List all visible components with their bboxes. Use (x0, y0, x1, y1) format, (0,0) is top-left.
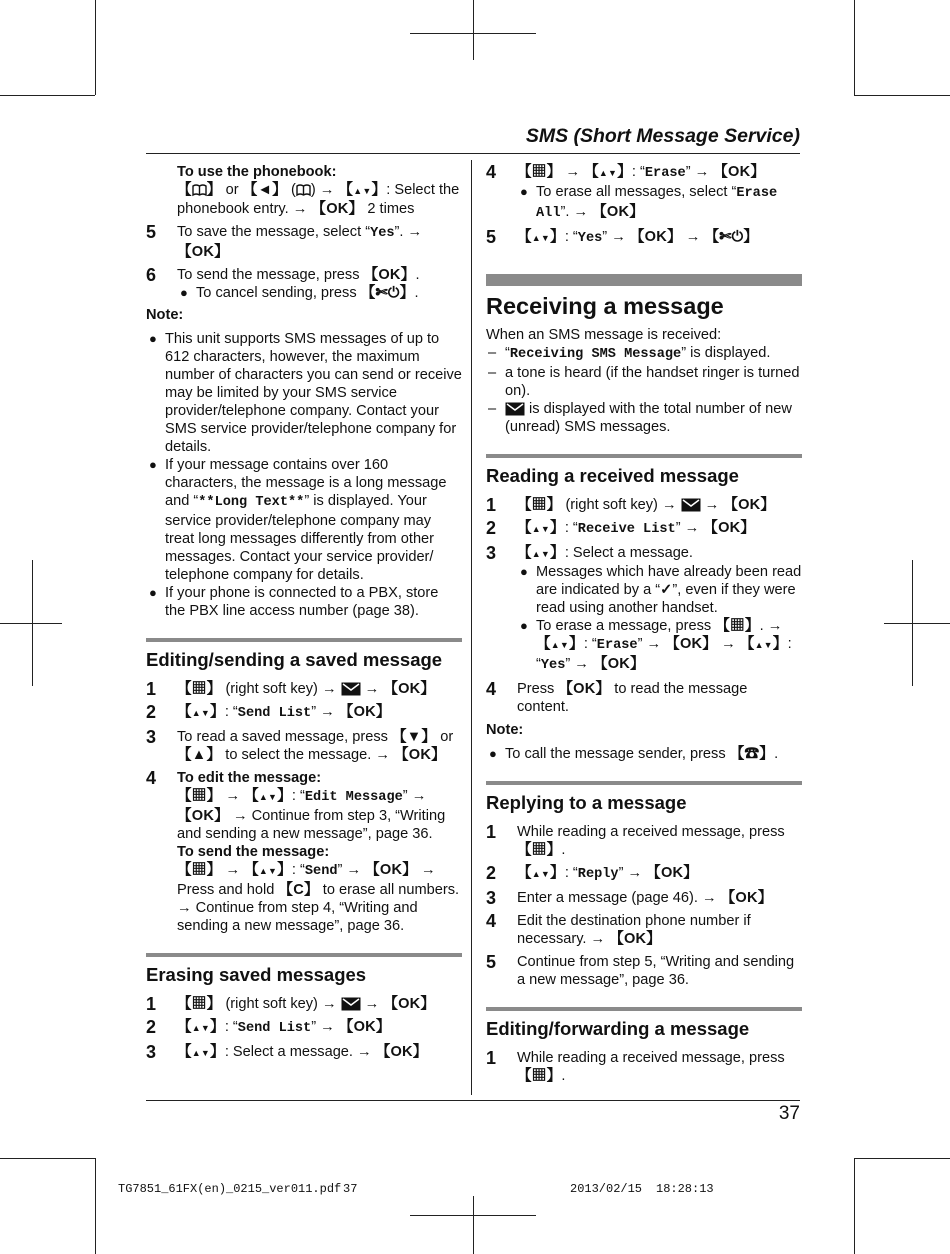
bullet-item: ● To erase all messages, select “Erase All”. → 【OK】 (520, 184, 778, 221)
crop-mark (0, 1158, 95, 1159)
right-column (486, 163, 802, 1090)
ok-key: 【OK】 (338, 704, 391, 720)
ok-key: 【OK】 (394, 747, 446, 763)
updown-key: 【▲▼】 (177, 1019, 225, 1035)
ok-key: 【OK】 (383, 681, 436, 697)
step-2: 2 【▲▼】: “Receive List” → 【OK】 (486, 518, 756, 538)
updown-key: 【▲▼】 (584, 164, 632, 180)
footer-date: 2013/02/15 (570, 1182, 643, 1196)
crop-mark (912, 560, 913, 686)
phone-icon: ☎ (744, 746, 760, 762)
menu-key: 【▦】 (517, 1068, 562, 1084)
updown-key: 【▲▼】 (517, 520, 565, 536)
section-bar (486, 274, 802, 286)
menu-key: 【▦】 (517, 164, 562, 180)
menu-key: 【▦】 (177, 996, 222, 1012)
off-icon: ✄⏻ (375, 285, 400, 301)
step-2: 2 【▲▼】: “Reply” → 【OK】 (486, 863, 699, 883)
phonebook-heading: To use the phonebook: (177, 164, 337, 180)
note-label: Note: (146, 307, 184, 323)
section-title-reading: Reading a received message (486, 465, 739, 486)
section-bar (486, 781, 802, 785)
updown-key: 【▲▼】 (739, 636, 788, 652)
ok-key: 【OK】 (665, 636, 718, 652)
updown-key: 【▲▼】 (177, 704, 225, 720)
phonebook-instructions: To use the phonebook: 【 】 or 【◄】 ( ) → 【▲▼】: Select the phonebook entry. → 【OK】 2 times (146, 163, 462, 218)
dash-item: – is displayed with the total number of new (unread) SMS messages. (488, 401, 792, 435)
step-5: 5 Continue from step 5, “Writing and sending a new message”, page 36. (486, 952, 795, 988)
dash-item: – “Receiving SMS Message” is displayed. (488, 345, 771, 362)
receiving-intro: When an SMS message is received: (486, 327, 722, 343)
crop-mark (854, 1158, 950, 1159)
bullet-item: ● To cancel sending, press 【✄⏻】. (180, 285, 419, 301)
step-4: 4 To edit the message: 【▦】 → 【▲▼】: “Edit Message” → 【OK】 → Continue from step 3, “Writing and sending a new message”, page 36. To send the message: 【▦】 → 【▲▼】: “Send” → 【OK】 → Press and hold 【C】 to erase all numbers. → Continue from step 4, “Writing and sending a new message”, page 36. (146, 768, 460, 934)
step-4: 4 【▦】 → 【▲▼】: “Erase” → 【OK】 ● To erase all messages, select “Erase All”. → 【OK】 (486, 163, 802, 223)
off-key: 【✄⏻】 (360, 285, 415, 301)
note-item: ● If your phone is connected to a PBX, store the PBX line access number (page 38). (149, 585, 439, 619)
step-5: 5 【▲▼】: “Yes” → 【OK】 → 【✄⏻】 (486, 227, 759, 247)
section-bar (146, 638, 462, 642)
bullet-item: ● Messages which have already been read are indicated by a “✓”, even if they were read using another handset. (520, 564, 802, 616)
ok-key: 【OK】 (177, 808, 229, 824)
crop-mark (473, 0, 474, 60)
menu-key: 【▦】 (177, 788, 222, 804)
menu-key: 【▦】 (517, 842, 562, 858)
ok-key: 【OK】 (363, 267, 416, 283)
step-4: 4 Press 【OK】 to read the message content. (486, 679, 748, 715)
note-label: Note: (486, 722, 524, 738)
crop-mark (32, 560, 33, 686)
off-key: 【✄⏻】 (704, 229, 759, 245)
step-6: 6 To send the message, press 【OK】. ● To cancel sending, press 【✄⏻】. (146, 266, 462, 302)
ok-key: 【OK】 (720, 890, 773, 906)
ok-key: 【OK】 (558, 681, 611, 697)
phonebook-icon (296, 184, 311, 197)
phonebook-icon (192, 184, 207, 197)
crop-mark (95, 0, 96, 95)
phonebook-key: 【 】 (177, 182, 222, 198)
menu-key: 【▦】 (177, 681, 222, 697)
crop-mark (410, 33, 536, 34)
updown-key: 【▲▼】 (177, 1044, 225, 1060)
ok-key: 【OK】 (311, 201, 364, 217)
footer-time: 18:28:13 (656, 1182, 714, 1196)
note-item: ● If your message contains over 160 characters, the message is a long message and “**Long Text**” is displayed. Your service provider/telephone company may treat long messages differently from other messages. Contact your service provider/ telephone company for details. (149, 457, 447, 583)
menu-key: 【▦】 (177, 862, 222, 878)
step-4: 4 Edit the destination phone number if necessary. → 【OK】 (486, 911, 751, 947)
footer-rule (146, 1100, 800, 1101)
step-3: 3 Enter a message (page 46). → 【OK】 (486, 888, 773, 908)
ok-key: 【OK】 (609, 931, 662, 947)
crop-mark (95, 1158, 96, 1254)
ok-key: 【OK】 (713, 164, 766, 180)
updown-key: 【▲▼】 (536, 636, 584, 652)
ok-key: 【OK】 (629, 229, 682, 245)
footer-file: TG7851_61FX(en)_0215_ver011.pdf (118, 1182, 342, 1196)
up-key: 【▲】 (177, 747, 222, 763)
step-1: 1 【▦】 (right soft key) → → 【OK】 (486, 495, 776, 515)
envelope-icon (341, 682, 361, 696)
ok-key: 【OK】 (383, 996, 436, 1012)
section-bar (146, 953, 462, 957)
ok-key: 【OK】 (375, 1044, 428, 1060)
menu-key: 【▦】 (517, 497, 562, 513)
down-key: 【▼】 (391, 729, 437, 745)
crop-mark (0, 623, 62, 624)
checkmark-icon: ✓ (660, 582, 673, 598)
updown-key: 【▲▼】 (517, 229, 565, 245)
section-bar (486, 1007, 802, 1011)
step-5: 5 To save the message, select “Yes”. → 【OK】 (146, 222, 423, 260)
ok-key: 【OK】 (723, 497, 776, 513)
ok-key: 【OK】 (592, 656, 645, 672)
note-item: ● To call the message sender, press 【☎】. (489, 746, 779, 762)
step-2: 2 【▲▼】: “Send List” → 【OK】 (146, 1017, 391, 1037)
left-key: 【◄】 (242, 182, 287, 198)
menu-key: 【▦】 (715, 618, 760, 634)
step-3: 3 【▲▼】: Select a message. ● Messages which have already been read are indicated by a “✓”, even if they were read using another handset. ● To erase a message, press 【▦】. → 【▲▼】: “Erase” → 【OK】 → 【▲▼】: “Yes” → 【OK】 (486, 543, 802, 673)
section-title-replying: Replying to a message (486, 792, 687, 813)
crop-mark (410, 1215, 536, 1216)
ok-key: 【OK】 (365, 862, 417, 878)
page-header: SMS (Short Message Service) (525, 125, 800, 147)
crop-mark (0, 95, 95, 96)
envelope-icon (505, 402, 525, 416)
footer-file-page: 37 (343, 1182, 358, 1196)
crop-mark (473, 1196, 474, 1254)
page-number: 37 (778, 1103, 800, 1124)
header-rule (146, 153, 800, 154)
note-item: ● This unit supports SMS messages of up to 612 characters, however, the maximum number of characters you can send or receive may be limited by your SMS service provider/telephone company. Contact your SMS service provider/telephone company for details. (149, 331, 462, 455)
section-title-erasing: Erasing saved messages (146, 964, 367, 985)
menu-icon: ▦ (191, 681, 207, 697)
step-1: 1 While reading a received message, press 【▦】. (486, 1048, 785, 1084)
crop-mark (854, 95, 950, 96)
off-icon: ✄⏻ (719, 229, 744, 245)
updown-key: 【▲▼】 (244, 788, 292, 804)
section-title-forwarding: Editing/forwarding a message (486, 1018, 750, 1039)
crop-mark (884, 623, 950, 624)
talk-key: 【☎】 (729, 746, 775, 762)
crop-mark (854, 0, 855, 95)
step-3: 3 【▲▼】: Select a message. → 【OK】 (146, 1042, 428, 1062)
dash-item: – a tone is heard (if the handset ringer is turned on). (488, 365, 800, 399)
step-2: 2 【▲▼】: “Send List” → 【OK】 (146, 702, 391, 722)
crop-mark (854, 1158, 855, 1254)
ok-key: 【OK】 (703, 520, 756, 536)
section-title-editing-sending: Editing/sending a saved message (146, 649, 443, 670)
updown-key: 【▲▼】 (517, 865, 565, 881)
step-1: 1 While reading a received message, press 【▦】. (486, 822, 785, 858)
bullet-item: ● To erase a message, press 【▦】. → 【▲▼】: “Erase” → 【OK】 → 【▲▼】: “Yes” → 【OK】 (520, 618, 792, 673)
step-1: 1 【▦】 (right soft key) → → 【OK】 (146, 679, 436, 699)
updown-key: 【▲▼】 (244, 862, 292, 878)
step-1: 1 【▦】 (right soft key) → → 【OK】 (146, 994, 436, 1014)
section-bar (486, 454, 802, 458)
ok-key: 【OK】 (592, 204, 644, 220)
left-column (146, 163, 462, 1067)
step-3: 3 To read a saved message, press 【▼】 or 【▲】 to select the message. → 【OK】 (146, 727, 454, 763)
envelope-icon (681, 498, 701, 512)
column-divider (471, 160, 472, 1095)
updown-key: 【▲▼】 (338, 182, 387, 198)
ok-key: 【OK】 (646, 865, 699, 881)
section-title-receiving: Receiving a message (486, 293, 724, 319)
ok-key: 【OK】 (177, 244, 229, 260)
ok-key: 【OK】 (338, 1019, 391, 1035)
envelope-icon (341, 997, 361, 1011)
updown-key: 【▲▼】 (517, 545, 565, 561)
clear-key: 【C】 (278, 882, 319, 898)
